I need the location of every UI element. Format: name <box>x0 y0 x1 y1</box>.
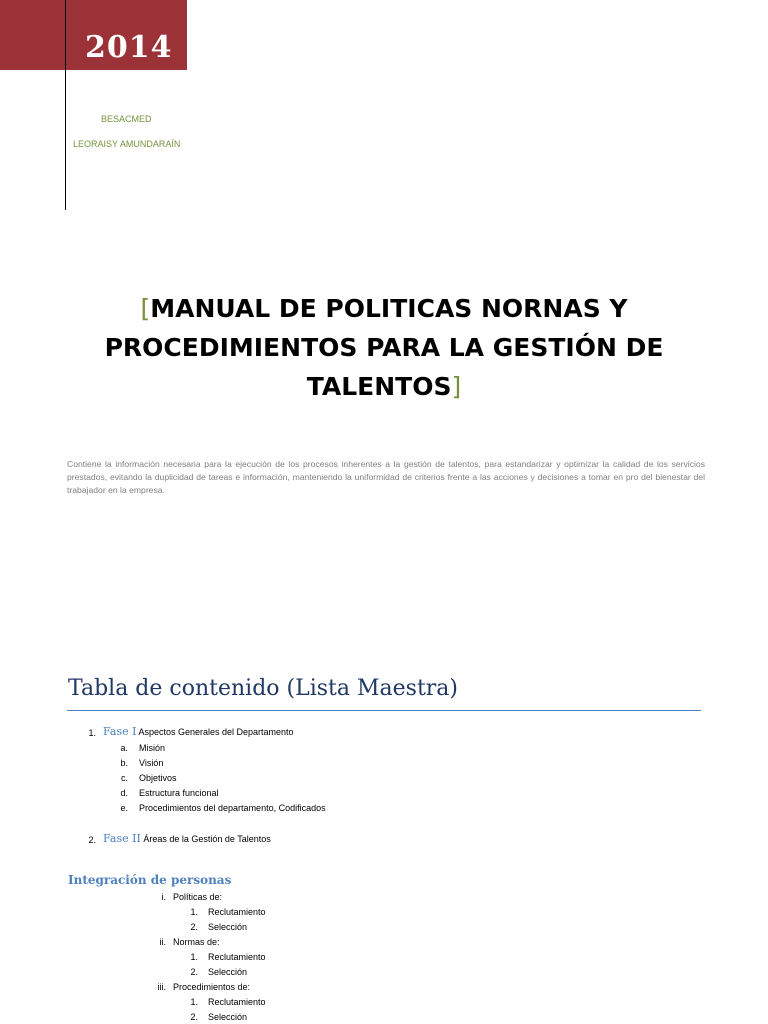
roman-marker: i. <box>161 892 166 902</box>
phase1-label: Fase I <box>103 725 137 738</box>
company-name: BESACMED <box>101 114 152 124</box>
year-label: 2014 <box>85 30 173 65</box>
list-marker: 1. <box>190 952 198 962</box>
list-marker: d. <box>120 788 128 798</box>
roman-marker: iii. <box>157 982 166 992</box>
phase2-number: 2. <box>88 835 96 845</box>
list-marker: 1. <box>190 907 198 917</box>
list-marker: 2. <box>190 922 198 932</box>
list-marker: 1. <box>190 997 198 1007</box>
roman-marker: ii. <box>159 937 166 947</box>
toc-divider <box>67 710 701 711</box>
phase2-label: Fase II <box>103 832 141 845</box>
list-item: Selección <box>208 922 248 932</box>
list-marker: e. <box>120 803 128 813</box>
list-item: Reclutamiento <box>208 952 266 962</box>
phase1-heading <box>103 725 294 738</box>
group-heading: Políticas de: <box>173 892 223 902</box>
document-title <box>60 289 708 406</box>
author-name: LEORAISY AMUNDARAÍN <box>73 139 181 149</box>
list-item: Procedimientos del departamento, Codificados <box>139 803 326 813</box>
list-marker: a. <box>120 743 128 753</box>
group-heading: Procedimientos de: <box>173 982 251 992</box>
list-marker: b. <box>120 758 128 768</box>
list-item: Misión <box>139 743 166 753</box>
toc-title: Tabla de contenido (Lista Maestra) <box>68 676 459 701</box>
phase2-heading <box>103 832 271 845</box>
list-item: Reclutamiento <box>208 907 266 917</box>
cover-vertical-rule <box>65 0 66 210</box>
section-heading: Integración de personas <box>68 873 232 887</box>
document-abstract: Contiene la información necesaria para la ejecución de los procesos inherentes a la gestión de talentos, para estandarizar y optimizar la calidad de los servicios prestados, evitando la duplicidad de tareas e información, manteniendo la uniformidad de criterios frente a las acciones y decisiones a tomar en pro del bienestar del trabajador en la empresa. <box>67 459 705 495</box>
list-item: Visión <box>139 758 164 768</box>
title-text: MANUAL DE POLITICAS NORNAS Y PROCEDIMIENTOS PARA LA GESTIÓN DE TALENTOS <box>104 294 664 401</box>
list-item: Selección <box>208 1012 248 1022</box>
title-close-bracket: ] <box>451 372 462 401</box>
phase1-number: 1. <box>88 728 96 738</box>
list-item: Selección <box>208 967 248 977</box>
list-marker: 2. <box>190 1012 198 1022</box>
list-item: Estructura funcional <box>139 788 219 798</box>
list-item: Reclutamiento <box>208 997 266 1007</box>
list-item: Objetivos <box>139 773 177 783</box>
phase1-text: Aspectos Generales del Departamento <box>138 727 294 737</box>
phase2-text: Áreas de la Gestión de Talentos <box>143 834 271 844</box>
title-open-bracket: [ <box>140 294 151 323</box>
group-heading: Normas de: <box>173 937 220 947</box>
list-marker: c. <box>120 773 128 783</box>
list-marker: 2. <box>190 967 198 977</box>
